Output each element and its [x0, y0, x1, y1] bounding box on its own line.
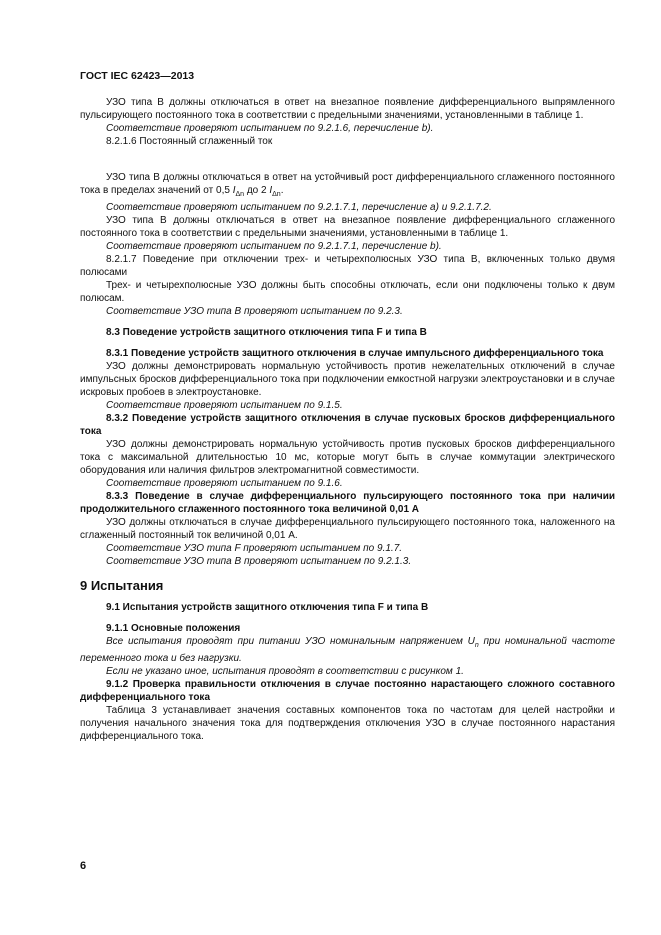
paragraph: УЗО должны демонстрировать нормальную устойчивость против нежелательных отключений в случае импульсных бросков дифференциального тока при подключении емкостной нагрузки электроустановки и в случае искровых пробоев в электроустановке.	[80, 361, 615, 398]
subscript: Δn	[272, 191, 281, 198]
clause-heading-8-3-2: 8.3.2 Поведение устройств защитного отключения в случае пусковых бросков дифференциального тока	[80, 413, 615, 437]
compliance-note: Соответствие УЗО типа В проверяют испытанием по 9.2.1.3.	[106, 556, 412, 567]
document-body	[80, 96, 615, 743]
subscript: Δn	[235, 191, 245, 198]
paragraph-dc-range	[80, 171, 615, 201]
text: .	[280, 185, 284, 196]
text: при номинальной частоте переменного тока и без нагрузки.	[80, 636, 616, 664]
paragraph: Трех- и четырехполюсные УЗО должны быть способны отключать, если они подключены только к двум полюсам.	[80, 280, 615, 304]
document-code-header: ГОСТ IEC 62423—2013	[80, 70, 195, 82]
symbol-i: I	[269, 185, 273, 196]
compliance-note: Соответствие проверяют испытанием по 9.1.5.	[106, 400, 343, 411]
paragraph: УЗО должны демонстрировать нормальную устойчивость против пусковых бросков дифференциального тока с максимальной длительностью 10 мс, которые могут быть в случае коммутации электрического оборудования или наличия фильтров электромагнитной совместимости.	[80, 439, 615, 476]
subscript: n	[474, 642, 479, 649]
paragraph: УЗО должны отключаться в случае дифференциального пульсирующего постоянного тока, наложенного на сглаженный постоянный ток величиной 0,01 А.	[80, 517, 615, 541]
clause-heading-8-3-3: 8.3.3 Поведение в случае дифференциального пульсирующего постоянного тока при наличии продолжительного сглаженного постоянного тока величиной 0,01 А	[80, 491, 615, 515]
paragraph: Если не указано иное, испытания проводят в соответствии с рисунком 1.	[106, 666, 464, 677]
text: Все испытания проводят при питании УЗО номинальным напряжением	[106, 636, 468, 647]
clause-heading-8-2-1-7: 8.2.1.7 Поведение при отключении трех- и четырехполюсных УЗО типа В, включенных только двумя полюсами	[80, 254, 615, 278]
symbol-u: U	[467, 636, 475, 647]
text: УЗО типа В должны отключаться в ответ на устойчивый рост дифференциального сглаженного постоянного тока в пределах значений от 0,5	[80, 172, 615, 196]
compliance-note: Соответствие проверяют испытанием по 9.1.6.	[106, 478, 343, 489]
paragraph: УЗО типа В должны отключаться в ответ на внезапное появление дифференциального выпрямленного пульсирующего постоянного тока в соответствии с предельными значениями, установленными в таблице 1.	[80, 97, 615, 121]
clause-heading-9-1-1: 9.1.1 Основные положения	[106, 623, 241, 634]
compliance-note: Соответствие проверяют испытанием по 9.2.1.7.1, перечисление а) и 9.2.1.7.2.	[106, 202, 492, 213]
compliance-note: Соответствие УЗО типа F проверяют испытанием по 9.1.7.	[106, 543, 403, 554]
compliance-note: Соответствие проверяют испытанием по 9.2.1.7.1, перечисление b).	[106, 241, 442, 252]
paragraph: Таблица 3 устанавливает значения составных компонентов тока по частотам для целей настройки и получения начального значения тока для подтверждения отключения УЗО в случае постоянного нарастания дифференциального тока.	[80, 705, 615, 742]
text: до 2	[244, 185, 270, 196]
section-heading-9-1: 9.1 Испытания устройств защитного отключения типа F и типа В	[106, 602, 429, 613]
section-heading-9: 9 Испытания	[80, 578, 164, 593]
compliance-note: Соответствие УЗО типа В проверяют испытанием по 9.2.3.	[106, 306, 403, 317]
clause-heading-8-3-1: 8.3.1 Поведение устройств защитного отключения в случае импульсного дифференциального тока	[106, 348, 604, 359]
clause-heading-9-1-2: 9.1.2 Проверка правильности отключения в случае постоянно нарастающего сложного составного дифференциального тока	[80, 679, 615, 703]
page-number: 6	[80, 860, 87, 872]
section-heading-8-3: 8.3 Поведение устройств защитного отключения типа F и типа В	[106, 327, 427, 338]
clause-heading-8-2-1-6: 8.2.1.6 Постоянный сглаженный ток	[106, 136, 273, 147]
paragraph: УЗО типа В должны отключаться в ответ на внезапное появление дифференциального сглаженного постоянного тока в соответствии с предельными значениями, установленными в таблице 1.	[80, 215, 615, 239]
symbol-i: I	[232, 185, 236, 196]
paragraph-test-conditions	[80, 635, 615, 665]
compliance-note: Соответствие проверяют испытанием по 9.2.1.6, перечисление b).	[106, 123, 434, 134]
